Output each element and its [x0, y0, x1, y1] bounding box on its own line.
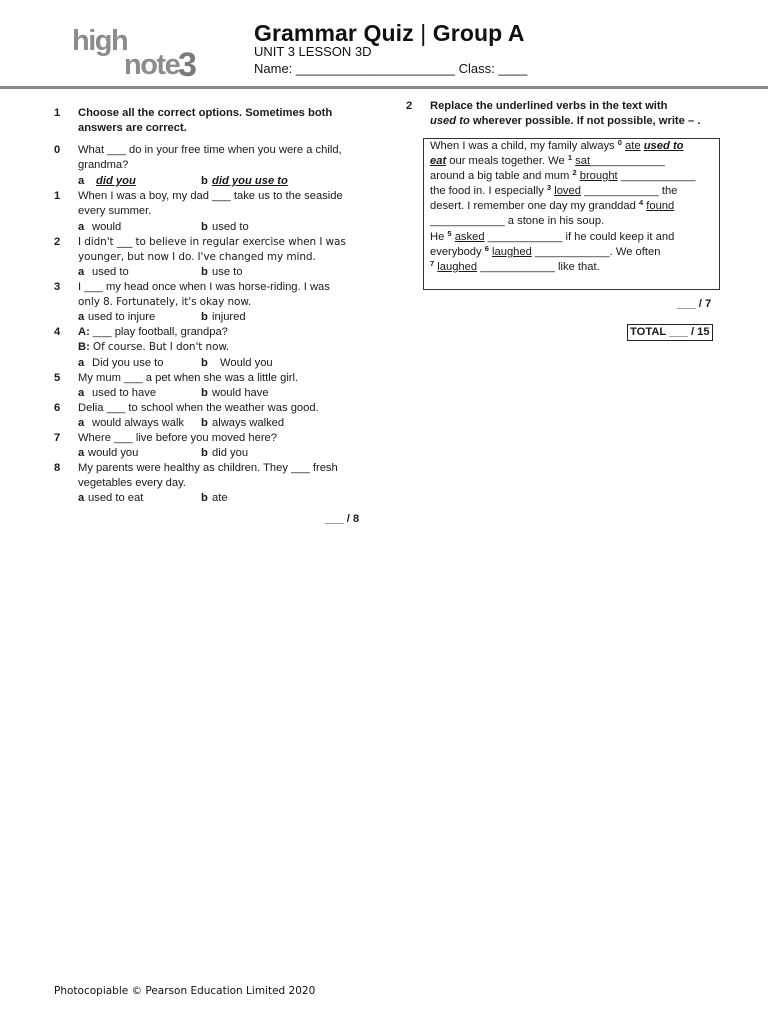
item-2-question-line1: I didn't ___ to believe in regular exercise when I was — [78, 236, 346, 248]
answer-blank: ____________ — [590, 155, 665, 167]
ex2-score-total: / 7 — [698, 298, 712, 310]
ex1-score-blank: ___ — [325, 513, 344, 525]
item-2-option-a: used to — [92, 266, 129, 278]
subtitle: UNIT 3 LESSON 3D — [254, 44, 372, 59]
ex2-text-line1: When I was a child, my family always $^0$ ate used to — [430, 138, 684, 152]
item-number: 8 — [54, 462, 61, 474]
name-field: ______________________ — [295, 61, 455, 76]
ex1-instruction-line2: answers are correct. — [78, 122, 187, 134]
item-number: 2 — [54, 236, 61, 248]
item-6-option-b: always walked — [212, 417, 285, 429]
item-0-option-b: did you use to — [212, 175, 288, 187]
item-number: 3 — [54, 281, 61, 293]
ex2-text-line4: the food in. I especially $^3$ loved ____________ the — [430, 183, 678, 197]
gap-number: 7 — [430, 259, 435, 268]
ex2-text-line3: around a big table and mum $^2$ brought ____________ — [430, 168, 696, 182]
item-8-question-line1: My parents were healthy as children. They ___ fresh — [78, 462, 338, 474]
speaker-b: B: — [78, 341, 90, 353]
item-3-question-line1: I ___ my head once when I was horse-riding. I was — [78, 281, 330, 293]
gap-number: 0 — [617, 138, 622, 147]
footer-copyright: Photocopiable © Pearson Education Limited 2020 — [54, 985, 316, 997]
item-5-option-a: used to have — [92, 387, 157, 399]
item-4-option-b-label: b — [201, 357, 208, 369]
underlined-verb: loved — [554, 185, 581, 197]
item-number: 7 — [54, 432, 61, 444]
name-class-line — [254, 61, 527, 76]
item-0-question-line1: What ___ do in your free time when you were a child, — [78, 144, 342, 156]
item-2-option-b-label: b — [201, 266, 208, 278]
gap-number: 4 — [638, 198, 644, 207]
answer-blank: ____________ — [620, 170, 696, 182]
answer-blank: ____________ — [480, 261, 555, 273]
item-8-option-b: ate — [212, 492, 228, 504]
ex2-text-line8: everybody $^6$ laughed ____________. We often — [430, 244, 661, 258]
ex2-text-line7: He $^5$ asked ____________ if he could keep it and — [430, 229, 675, 243]
item-4-option-a-label: a — [78, 357, 85, 369]
ex2-number: 2 — [406, 100, 413, 112]
ex1-score — [325, 512, 359, 527]
item-7-option-b-label: b — [201, 447, 208, 459]
item-number: 1 — [54, 190, 61, 202]
item-0-option-a-label: a — [78, 175, 85, 187]
item-7-option-b: did you — [212, 447, 249, 459]
item-4-question-line1 — [78, 325, 228, 340]
item-4-b-text: Of course. But I don't now. — [92, 341, 230, 353]
item-number: 5 — [54, 372, 61, 384]
item-4-question-line2 — [78, 340, 229, 355]
header-divider — [0, 86, 768, 89]
high-note-logo — [70, 24, 210, 84]
ex2-instruction-line1: Replace the underlined verbs in the text with — [430, 100, 668, 112]
ex2-score-blank: ___ — [677, 298, 696, 310]
item-3-option-a-label: a — [78, 311, 85, 323]
item-6-option-b-label: b — [201, 417, 208, 429]
title-right: Group A — [432, 20, 525, 46]
item-2-option-a-label: a — [78, 266, 85, 278]
total-score — [627, 324, 713, 341]
underlined-verb: laughed — [437, 261, 478, 273]
item-3-question-line2: only 8. Fortunately, it's okay now. — [78, 296, 252, 308]
gap-number: 3 — [546, 183, 552, 192]
item-6-option-a: would always walk — [92, 417, 185, 429]
item-8-option-b-label: b — [201, 492, 208, 504]
item-number: 6 — [54, 402, 61, 414]
underlined-verb: found — [646, 200, 675, 212]
ex2-text-line5: desert. I remember one day my granddad $^4$ found — [430, 198, 675, 212]
item-1-question-line2: every summer. — [78, 205, 152, 217]
item-3-option-b: injured — [212, 311, 246, 323]
gap-number: 5 — [447, 229, 452, 238]
item-6-question-line1: Delia ___ to school when the weather was good. — [78, 402, 319, 414]
item-0-option-b-label: b — [201, 175, 208, 187]
example-answer: eat — [430, 155, 447, 167]
gap-number: 6 — [484, 244, 489, 253]
item-5-option-a-label: a — [78, 387, 85, 399]
item-number: 0 — [54, 144, 61, 156]
gap-number: 2 — [572, 168, 577, 177]
ex2-score — [677, 297, 711, 312]
ex1-instruction-line1: Choose all the correct options. Sometimes both — [78, 107, 333, 119]
class-label: Class: — [458, 61, 495, 76]
logo-graphic — [70, 24, 210, 84]
page-title — [254, 20, 525, 47]
ex1-score-total: / 8 — [346, 513, 360, 525]
ex2-text-line9: $^7$ laughed ____________ like that. — [430, 259, 600, 273]
item-7-option-a: would you — [88, 447, 139, 459]
item-5-option-b-label: b — [201, 387, 208, 399]
item-2-option-b: use to — [212, 266, 243, 278]
item-3-option-b-label: b — [201, 311, 208, 323]
item-number: 4 — [54, 326, 61, 338]
name-label: Name: — [254, 61, 293, 76]
title-separator: | — [420, 20, 427, 46]
item-8-option-a-label: a — [78, 492, 85, 504]
total-label: TOTAL — [630, 326, 667, 338]
ex2-instruction-rest: wherever possible. If not possible, write – . — [469, 115, 701, 127]
class-field: ____ — [498, 61, 528, 76]
ex2-instruction-emphasis: used to — [430, 115, 470, 127]
item-6-option-a-label: a — [78, 417, 85, 429]
speaker-a: A: — [78, 326, 90, 338]
item-2-question-line2: younger, but now I do. I've changed my mind. — [78, 251, 316, 263]
underlined-verb: laughed — [492, 246, 532, 258]
underlined-verb: brought — [579, 170, 618, 182]
item-7-question-line1: Where ___ live before you moved here? — [78, 432, 278, 444]
item-1-option-a: would — [92, 221, 122, 233]
answer-blank: ____________ — [534, 246, 610, 258]
item-1-option-a-label: a — [78, 221, 85, 233]
answer-blank: ____________ — [487, 231, 563, 243]
item-4-option-a: Did you use to — [92, 357, 164, 369]
underlined-verb: ate — [625, 140, 641, 152]
item-0-question-line2: grandma? — [78, 159, 129, 171]
underlined-verb: sat — [575, 155, 591, 167]
item-7-option-a-label: a — [78, 447, 85, 459]
item-8-question-line2: vegetables every day. — [78, 477, 187, 489]
item-5-option-b: would have — [212, 387, 269, 399]
item-3-option-a: used to injure — [88, 311, 156, 323]
svg-text:high: high — [72, 25, 128, 57]
item-4-option-b: Would you — [220, 357, 273, 369]
item-4-a-text: ___ play football, grandpa? — [92, 326, 228, 338]
ex1-number: 1 — [54, 107, 61, 119]
item-5-question-line1: My mum ___ a pet when she was a little girl. — [78, 372, 299, 384]
answer-blank: ____________ — [584, 185, 659, 197]
item-0-option-a: did you — [96, 175, 136, 187]
svg-text:3: 3 — [178, 46, 197, 84]
item-1-question-line1: When I was a boy, my dad ___ take us to the seaside — [78, 190, 343, 202]
title-left: Grammar Quiz — [254, 20, 414, 46]
ex2-instruction-line2 — [430, 114, 700, 129]
answer-blank: ____________ — [430, 215, 505, 227]
gap-number: 1 — [567, 153, 573, 162]
item-1-option-b-label: b — [201, 221, 208, 233]
ex2-text-line2: eat our meals together. We $^1$ sat____________ — [430, 153, 665, 167]
ex2-text-line6: ____________ a stone in his soup. — [430, 215, 605, 227]
item-1-option-b: used to — [212, 221, 249, 233]
underlined-verb: asked — [454, 231, 485, 243]
total-blank: ___ — [669, 326, 688, 338]
item-8-option-a: used to eat — [88, 492, 144, 504]
svg-text:note: note — [124, 49, 180, 81]
total-out-of: / 15 — [690, 326, 710, 338]
example-answer: used to — [643, 140, 684, 152]
